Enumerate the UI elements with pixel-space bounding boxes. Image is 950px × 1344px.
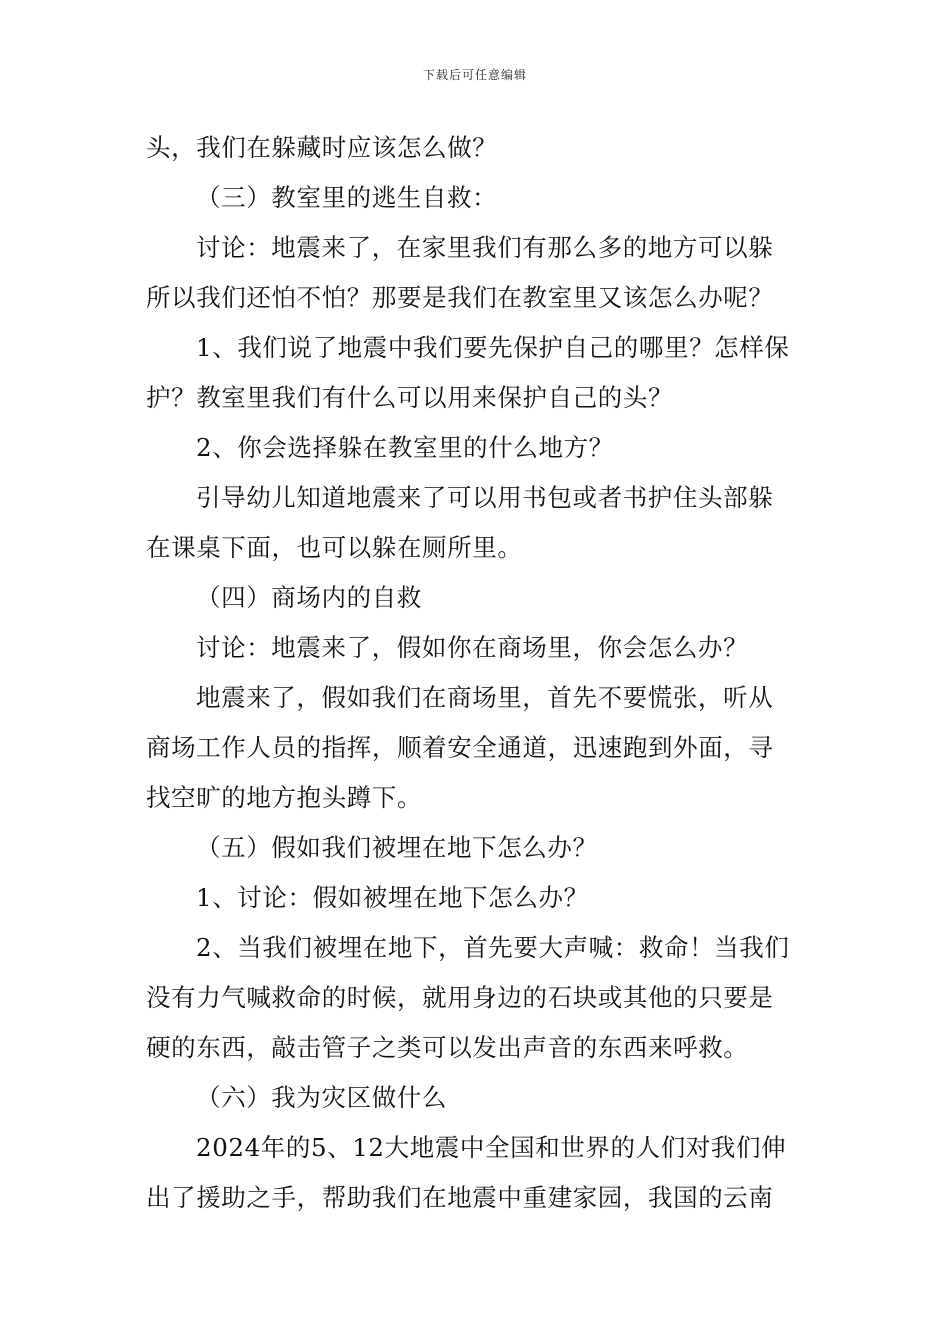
text-line: 在课桌下面，也可以躲在厕所里。 bbox=[146, 533, 523, 562]
text-line: （三）教室里的逃生自救： bbox=[196, 183, 498, 212]
text-line: 引导幼儿知道地震来了可以用书包或者书护住头部躲 bbox=[196, 483, 774, 512]
text-line: 1、讨论：假如被埋在地下怎么办？ bbox=[196, 883, 589, 912]
text-line: 2、你会选择躲在教室里的什么地方？ bbox=[196, 433, 614, 462]
text-line: 1、我们说了地震中我们要先保护自己的哪里？怎样保 bbox=[196, 333, 790, 362]
text-line: 讨论：地震来了，假如你在商场里，你会怎么办？ bbox=[196, 633, 749, 662]
text-line: 没有力气喊救命的时候，就用身边的石块或其他的只要是 bbox=[146, 983, 774, 1012]
text-line: 头，我们在躲藏时应该怎么做？ bbox=[146, 133, 498, 162]
page-header: 下载后可任意编辑 bbox=[422, 68, 527, 82]
text-line: 所以我们还怕不怕？那要是我们在教室里又该怎么办呢？ bbox=[146, 283, 774, 312]
text-line: （四）商场内的自救 bbox=[196, 583, 422, 612]
text-line: 2024年的5、12大地震中全国和世界的人们对我们伸 bbox=[196, 1133, 787, 1162]
text-line: 地震来了，假如我们在商场里，首先不要慌张，听从 bbox=[196, 683, 774, 712]
text-line: （五）假如我们被埋在地下怎么办？ bbox=[196, 833, 598, 862]
text-line: 找空旷的地方抱头蹲下。 bbox=[146, 783, 423, 812]
text-line: 出了援助之手，帮助我们在地震中重建家园，我国的云南 bbox=[146, 1183, 774, 1212]
text-line: 护？教室里我们有什么可以用来保护自己的头？ bbox=[146, 383, 674, 412]
text-line: （六）我为灾区做什么 bbox=[196, 1083, 447, 1112]
text-line: 硬的东西，敲击管子之类可以发出声音的东西来呼救。 bbox=[146, 1033, 749, 1062]
text-line: 2、当我们被埋在地下，首先要大声喊：救命！当我们 bbox=[196, 933, 790, 962]
body-text bbox=[146, 123, 810, 1223]
text-line: 讨论：地震来了，在家里我们有那么多的地方可以躲 bbox=[196, 233, 774, 262]
text-line: 商场工作人员的指挥，顺着安全通道，迅速跑到外面，寻 bbox=[146, 733, 774, 762]
